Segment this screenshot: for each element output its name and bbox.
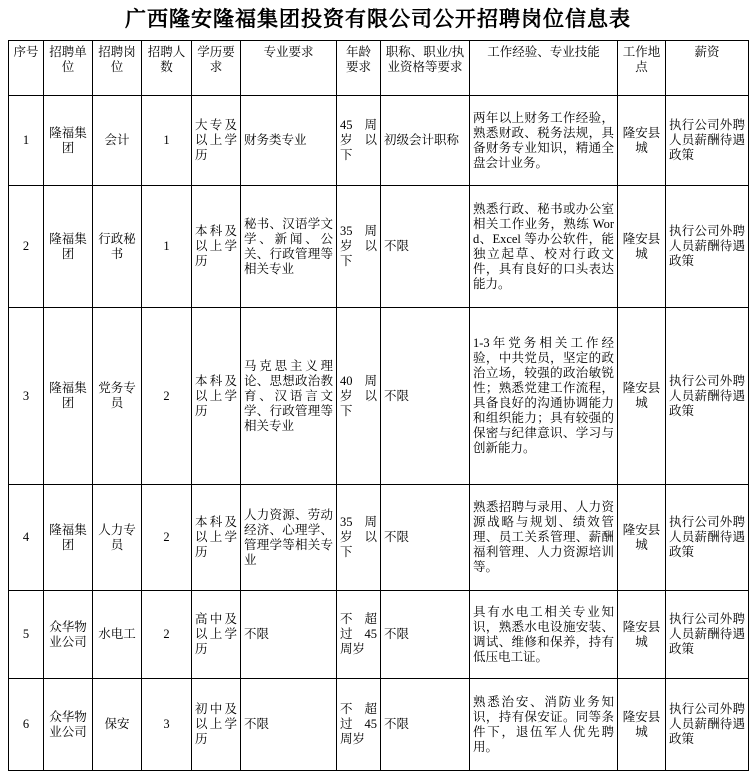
cell-count: 3 (142, 679, 192, 771)
cell-unit: 众华物业公司 (44, 679, 93, 771)
cell-experience: 熟悉招聘与录用、人力资源战略与规划、绩效管理、员工关系管理、薪酬福利管理、人力资源培训等。 (470, 485, 618, 591)
cell-age: 45周岁以下 (337, 96, 381, 186)
cell-education: 大专及以上学历 (192, 96, 241, 186)
cell-education: 高中及以上学历 (192, 591, 241, 679)
cell-count: 2 (142, 308, 192, 485)
header-location: 工作地点 (618, 41, 666, 96)
cell-major: 秘书、汉语学文学、新闻、公关、行政管理等相关专业 (241, 186, 337, 308)
cell-salary: 执行公司外聘人员薪酬待遇政策 (666, 186, 749, 308)
cell-major: 不限 (241, 591, 337, 679)
cell-age: 40周岁以下 (337, 308, 381, 485)
cell-experience: 1-3年党务相关工作经验，中共党员，坚定的政治立场，较强的政治敏锐性；熟悉党建工作流程，具备良好的沟通协调能力和组织能力；具有较强的保密与纪律意识、学习与创新能力。 (470, 308, 618, 485)
cell-major: 财务类专业 (241, 96, 337, 186)
table-row (9, 308, 749, 485)
recruitment-table (8, 40, 749, 771)
table-row (9, 96, 749, 186)
header-count: 招聘人数 (142, 41, 192, 96)
cell-age: 不超过45周岁 (337, 679, 381, 771)
header-experience: 工作经验、专业技能 (470, 41, 618, 96)
cell-major: 不限 (241, 679, 337, 771)
cell-qualification: 不限 (381, 308, 470, 485)
cell-unit: 众华物业公司 (44, 591, 93, 679)
header-position: 招聘岗位 (93, 41, 142, 96)
cell-salary: 执行公司外聘人员薪酬待遇政策 (666, 96, 749, 186)
header-education: 学历要求 (192, 41, 241, 96)
cell-major: 马克思主义理论、思想政治教育、汉语言文学、行政管理等相关专业 (241, 308, 337, 485)
cell-education: 初中及以上学历 (192, 679, 241, 771)
cell-no: 1 (9, 96, 44, 186)
cell-location: 隆安县城 (618, 96, 666, 186)
header-no: 序号 (9, 41, 44, 96)
cell-salary: 执行公司外聘人员薪酬待遇政策 (666, 308, 749, 485)
cell-count: 2 (142, 485, 192, 591)
cell-location: 隆安县城 (618, 186, 666, 308)
cell-age: 不超过45周岁 (337, 591, 381, 679)
cell-education: 本科及以上学历 (192, 308, 241, 485)
cell-no: 4 (9, 485, 44, 591)
table-row (9, 679, 749, 771)
cell-location: 隆安县城 (618, 679, 666, 771)
cell-qualification: 初级会计职称 (381, 96, 470, 186)
cell-experience: 熟悉治安、消防业务知识，持有保安证。同等条件下，退伍军人优先聘用。 (470, 679, 618, 771)
cell-age: 35周岁以下 (337, 485, 381, 591)
cell-major: 人力资源、劳动经济、心理学、管理学等相关专业 (241, 485, 337, 591)
cell-experience: 具有水电工相关专业知识，熟悉水电设施安装、调试、维修和保养，持有低压电工证。 (470, 591, 618, 679)
cell-qualification: 不限 (381, 679, 470, 771)
cell-age: 35周岁以下 (337, 186, 381, 308)
header-row (9, 41, 749, 96)
cell-experience: 熟悉行政、秘书或办公室相关工作业务，熟练 Word、Excel 等办公软件，能独立起草、校对行政文件，具有良好的口头表达能力。 (470, 186, 618, 308)
cell-location: 隆安县城 (618, 591, 666, 679)
cell-position: 党务专员 (93, 308, 142, 485)
cell-position: 保安 (93, 679, 142, 771)
cell-unit: 隆福集团 (44, 308, 93, 485)
table-row (9, 591, 749, 679)
header-age: 年龄要求 (337, 41, 381, 96)
cell-unit: 隆福集团 (44, 485, 93, 591)
cell-unit: 隆福集团 (44, 96, 93, 186)
cell-no: 2 (9, 186, 44, 308)
header-qualification: 职称、职业/执业资格等要求 (381, 41, 470, 96)
table-row (9, 485, 749, 591)
cell-position: 会计 (93, 96, 142, 186)
cell-salary: 执行公司外聘人员薪酬待遇政策 (666, 679, 749, 771)
cell-no: 5 (9, 591, 44, 679)
header-unit: 招聘单位 (44, 41, 93, 96)
cell-count: 1 (142, 186, 192, 308)
cell-qualification: 不限 (381, 591, 470, 679)
cell-no: 3 (9, 308, 44, 485)
cell-salary: 执行公司外聘人员薪酬待遇政策 (666, 485, 749, 591)
cell-position: 水电工 (93, 591, 142, 679)
cell-location: 隆安县城 (618, 308, 666, 485)
cell-qualification: 不限 (381, 186, 470, 308)
table-row (9, 186, 749, 308)
cell-education: 本科及以上学历 (192, 186, 241, 308)
cell-location: 隆安县城 (618, 485, 666, 591)
header-salary: 薪资 (666, 41, 749, 96)
cell-experience: 两年以上财务工作经验，熟悉财政、税务法规，具备财务专业知识，精通全盘会计业务。 (470, 96, 618, 186)
cell-qualification: 不限 (381, 485, 470, 591)
cell-unit: 隆福集团 (44, 186, 93, 308)
cell-position: 人力专员 (93, 485, 142, 591)
cell-no: 6 (9, 679, 44, 771)
page-title: 广西隆安隆福集团投资有限公司公开招聘岗位信息表 (125, 8, 631, 31)
cell-position: 行政秘书 (93, 186, 142, 308)
cell-education: 本科及以上学历 (192, 485, 241, 591)
cell-count: 2 (142, 591, 192, 679)
cell-count: 1 (142, 96, 192, 186)
cell-salary: 执行公司外聘人员薪酬待遇政策 (666, 591, 749, 679)
header-major: 专业要求 (241, 41, 337, 96)
